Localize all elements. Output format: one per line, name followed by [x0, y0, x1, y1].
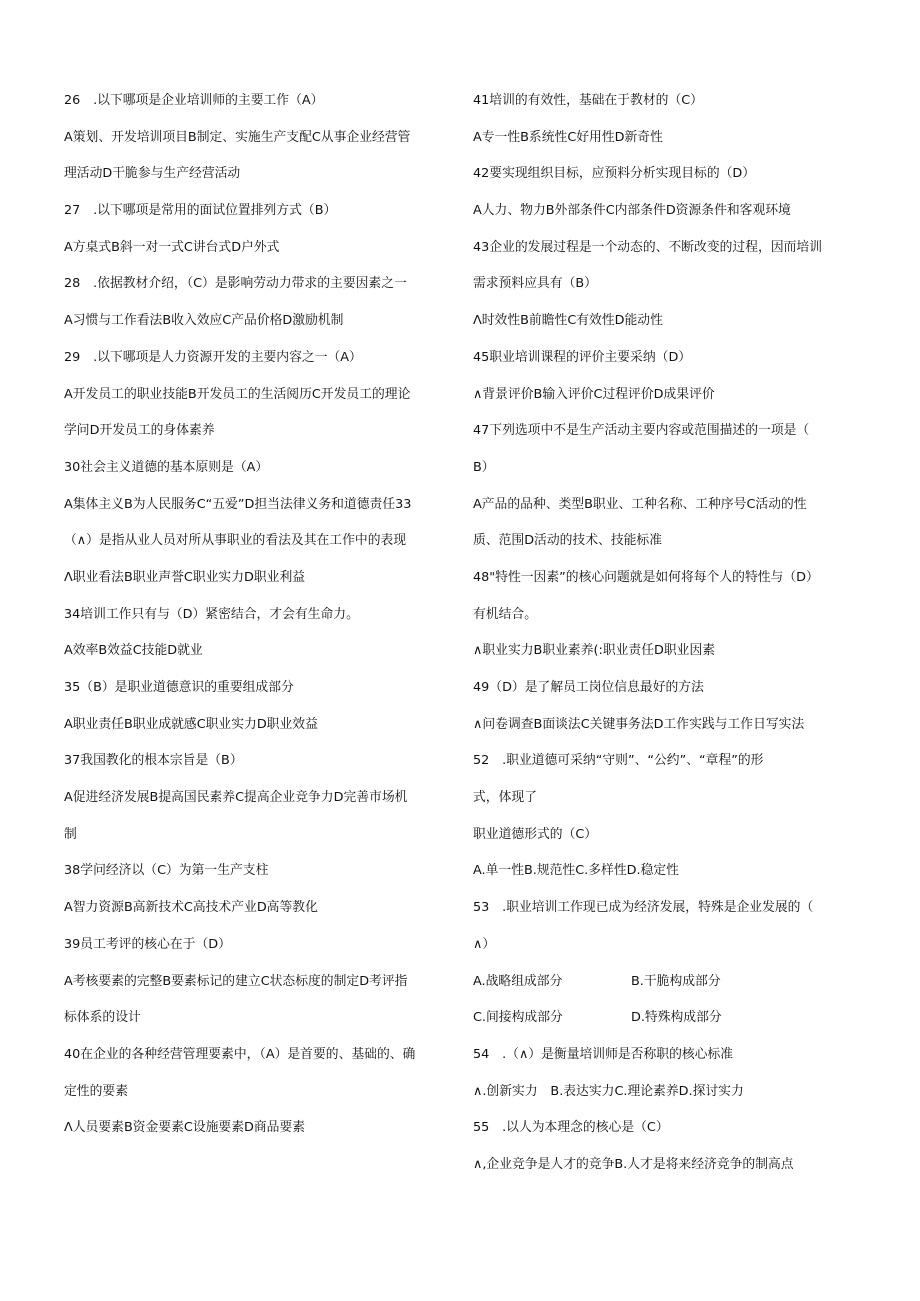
text-line: 29 .以下哪项是人力资源开发的主要内容之一（A）: [64, 349, 362, 365]
text-line: 48"特性一因素”的核心问题就是如何将每个人的特性与（D）: [473, 569, 819, 585]
text-line: 需求预料应具有（B）: [473, 276, 597, 292]
text-line: 41培训的有效性，基础在于教材的（C）: [473, 93, 703, 108]
option-row: [473, 969, 863, 1006]
text-line: （∧）是指从业人员对所从事职业的看法及其在工作中的表现: [64, 533, 407, 549]
text-line: 49（D）是了解员工岗位信息最好的方法: [473, 680, 704, 695]
text-line: 35（B）是职业道德意识的重要组成部分: [64, 680, 294, 695]
option-text: C.间接构成部分: [473, 1010, 563, 1026]
text-line: 30社会主义道德的基本原则是（A）: [64, 459, 269, 475]
text-line: 质、范围D活动的技术、技能标准: [473, 533, 663, 549]
option-text: A.战略组成部分: [473, 973, 563, 989]
text-line: 28 .依据教材介绍，（C）是影响劳动力带求的主要因素之一: [64, 276, 407, 292]
text-line: Λ职业看法B职业声誉C职业实力D职业利益: [64, 569, 306, 585]
text-line: 27 .以下哪项是常用的面试位置排列方式（B）: [64, 203, 337, 219]
text-line: ∧）: [473, 936, 496, 952]
text-line: 式，体现了: [473, 790, 537, 806]
text-line: 标体系的设计: [64, 1010, 141, 1026]
text-line: 43企业的发展过程是一个动态的、不断改变的过程，因而培训: [473, 239, 823, 255]
text-line: 34培训工作只有与（D）紧密结合，才会有生命力。: [64, 606, 359, 622]
text-line: A开发员工的职业技能B开发员工的生活阅历C开发员工的理论: [64, 386, 411, 402]
text-line: 55 .以人为本理念的核心是（C）: [473, 1120, 669, 1136]
text-line: 职业道德形式的（C）: [473, 826, 598, 842]
text-line: 53 .职业培训工作现已成为经济发展，特殊是企业发展的（: [473, 900, 814, 916]
text-line: A集体主义B为人民服务C“五爱”D担当法律义务和道德责任33: [64, 496, 412, 512]
text-line: 38学问经济以（C）为第一生产支柱: [64, 863, 269, 879]
text-line: 有机结合。: [473, 606, 537, 622]
text-line: 理活动D干脆参与生产经营活动: [64, 166, 241, 182]
text-line: ∧问卷调查B面谈法C关键事务法D工作实践与工作日写实法: [473, 716, 805, 732]
text-line: A职业责任B职业成就感C职业实力D职业效益: [64, 716, 318, 732]
text-line: B）: [473, 459, 495, 475]
text-line: 制: [64, 826, 77, 842]
text-line: 定性的要素: [64, 1083, 128, 1099]
right-column: [473, 88, 863, 1189]
text-line: A.单一性B.规范性C.多样性D.稳定性: [473, 863, 679, 879]
option-text: B.干脆构成部分: [631, 973, 721, 989]
text-line: 40在企业的各种经营管理要素中，（A）是首要的、基础的、确: [64, 1046, 416, 1062]
text-line: 学问D开发员工的身体素养: [64, 423, 215, 439]
text-line: A人力、物力B外部条件C内部条件D资源条件和客观环境: [473, 203, 791, 219]
text-line: A产品的品种、类型B职业、工种名称、工种序号C活动的性: [473, 496, 807, 512]
text-line: 54 .（∧）是衡量培训师是否称职的核心标准: [473, 1046, 734, 1062]
text-line: A考核要素的完整B要素标记的建立C状态标度的制定D考评指: [64, 973, 408, 989]
text-line: A智力资源B高新技术C高技术产业D高等教化: [64, 900, 318, 916]
text-line: A专一性B系统性C好用性D新奇性: [473, 129, 663, 145]
text-line: 47下列选项中不是生产活动主要内容或范围描述的一项是（: [473, 423, 810, 439]
text-line: 42要实现组织目标，应预料分析实现目标的（D）: [473, 166, 756, 182]
text-line: Λ人员要素B资金要素C设施要素D商品要素: [64, 1120, 306, 1136]
option-text: D.特殊构成部分: [631, 1010, 722, 1026]
text-line: 52 .职业道德可采纳“守则”、“公约”、“章程”的形: [473, 753, 764, 769]
text-line: ∧.创新实力 B.表达实力C.理论素养D.探讨实力: [473, 1083, 744, 1099]
text-line: A习惯与工作看法B收入效应C产品价格D激励机制: [64, 313, 344, 329]
text-line: A效率B效益C技能D就业: [64, 643, 203, 659]
option-row: [473, 1005, 863, 1042]
text-line: A策划、开发培训项目B制定、实施生产支配C从事企业经营管: [64, 129, 411, 145]
left-column: [64, 88, 454, 1152]
text-line: A促进经济发展B提高国民素养C提高企业竞争力D完善市场机: [64, 790, 408, 806]
text-line: ∧,企业竞争是人才的竞争B.人才是将来经济竞争的制高点: [473, 1156, 794, 1172]
text-line: ∧职业实力B职业素养(:职业责任D职业因素: [473, 643, 716, 659]
text-line: 26 .以下哪项是企业培训师的主要工作（A）: [64, 93, 324, 108]
text-line: Λ时效性B前瞻性C有效性D能动性: [473, 313, 663, 329]
text-line: 39员工考评的核心在于（D）: [64, 936, 231, 952]
text-line: 37我国教化的根本宗旨是（B）: [64, 753, 243, 769]
text-line: A方桌式B斜一对一式C讲台式D户外式: [64, 239, 280, 255]
text-line: ∧背景评价B输入评价C过程评价D成果评价: [473, 386, 715, 402]
text-line: 45职业培训课程的评价主要采纳（D）: [473, 349, 692, 365]
